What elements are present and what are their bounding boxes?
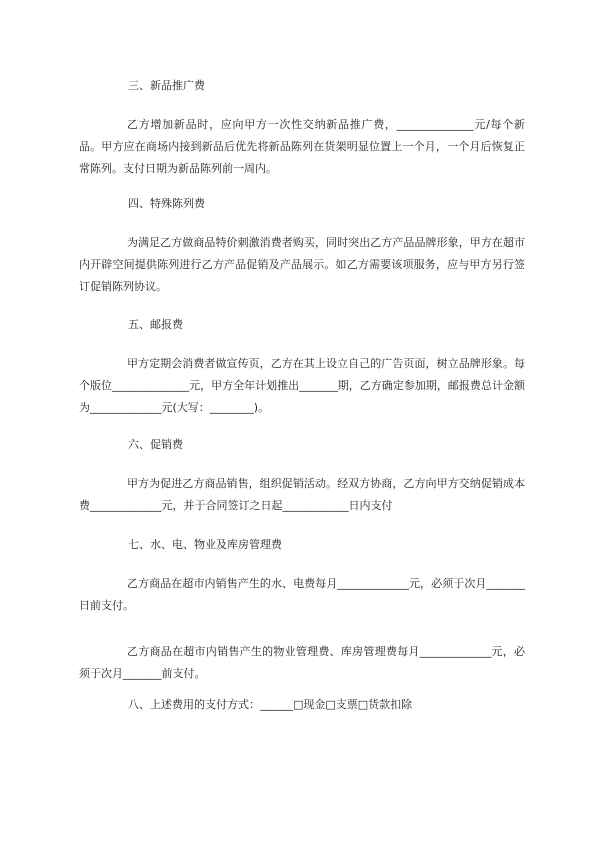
section-heading: 六、促销费 bbox=[128, 438, 183, 451]
section-paragraph: 乙方商品在超市内销售产生的水、电费每月_____________元，必须于次月_______日前支付。 bbox=[79, 577, 525, 612]
section-new-product-promotion-fee bbox=[79, 78, 525, 180]
section-flyer-fee bbox=[79, 317, 525, 419]
section-heading: 八、上述费用的支付方式：______□现金□支票□货款扣除 bbox=[128, 698, 413, 711]
section-heading: 三、新品推广费 bbox=[128, 79, 205, 92]
section-special-display-fee bbox=[79, 196, 525, 298]
section-paragraph: 甲方定期会消费者做宣传页，乙方在其上设立自己的广告页面，树立品牌形象。每个版位______________元，甲方全年计划推出_______期，乙方确定参加期，邮报费总计金额为_____________元(大写：________)。 bbox=[79, 357, 525, 414]
section-paragraph: 乙方商品在超市内销售产生的物业管理费、库房管理费每月_____________元，必须于次月_______前支付。 bbox=[79, 645, 525, 680]
section-paragraph: 为满足乙方做商品特价刺激消费者购买，同时突出乙方产品品牌形象，甲方在超市内开辟空间提供陈列进行乙方产品促销及产品展示。如乙方需要该项服务，应与甲方另行签订促销陈列协议。 bbox=[79, 236, 525, 293]
section-payment-method bbox=[79, 697, 525, 712]
section-paragraph: 甲方为促进乙方商品销售，组织促销活动。经双方协商，乙方向甲方交纳促销成本费_____________元，并于合同签订之日起____________日内支付 bbox=[79, 477, 525, 512]
section-heading: 五、邮报费 bbox=[128, 318, 183, 331]
section-heading: 七、水、电、物业及库房管理费 bbox=[128, 538, 282, 551]
section-utilities-property-fee bbox=[79, 537, 525, 685]
section-promotion-fee bbox=[79, 437, 525, 517]
section-paragraph: 乙方增加新品时，应向甲方一次性交纳新品推广费，______________元/每个新品。甲方应在商场内接到新品后优先将新品陈列在货架明显位置上一个月，一个月后恢复正常陈列。支付日期为新品陈列前一周内。 bbox=[79, 118, 525, 175]
section-heading: 四、特殊陈列费 bbox=[128, 197, 205, 210]
